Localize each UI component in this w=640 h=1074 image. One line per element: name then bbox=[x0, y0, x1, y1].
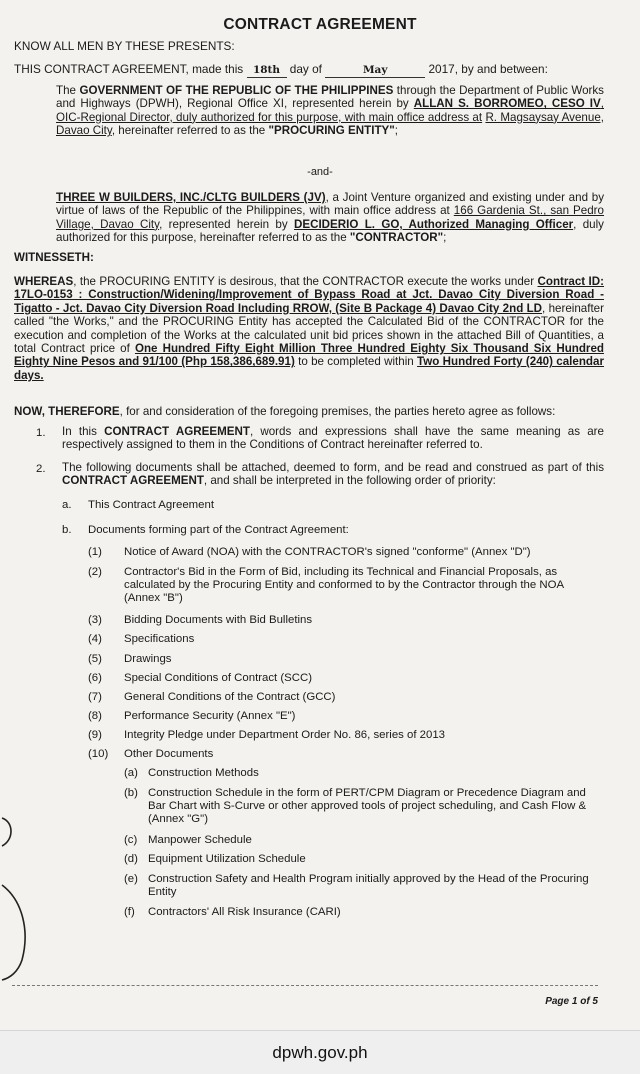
contractor-representative: DECIDERIO L. GO, Authorized Managing Officer bbox=[293, 217, 574, 231]
witnesseth-heading: WITNESSETH: bbox=[14, 251, 94, 264]
month-blank: May bbox=[325, 64, 425, 78]
other-letter: (d) bbox=[124, 853, 138, 865]
item-2-a: The following documents shall be attached, deemed to form, and be read and construed as part of this bbox=[62, 461, 604, 474]
item-1-text bbox=[62, 425, 604, 452]
sub-item: General Conditions of the Contract (GCC) bbox=[124, 691, 336, 703]
other-item: Construction Safety and Health Program initially approved by the Head of the Procuring Entity bbox=[148, 873, 589, 898]
p2-text-b: , represented herein by bbox=[159, 217, 288, 231]
item-2-term: CONTRACT AGREEMENT bbox=[62, 474, 204, 488]
whereas-text-c: to be completed within bbox=[298, 355, 414, 369]
now-therefore-line bbox=[14, 405, 555, 418]
year-text: 2017, by and between: bbox=[428, 62, 548, 76]
item-b-text: Documents forming part of the Contract Agreement: bbox=[88, 524, 349, 536]
sub-item: Bidding Documents with Bid Bulletins bbox=[124, 614, 313, 626]
sub-item: Notice of Award (NOA) with the CONTRACTOR's signed "conforme" (Annex "D") bbox=[124, 546, 531, 558]
sub-number: (9) bbox=[88, 729, 102, 741]
p2-text-c: , duly authorized for this purpose, hereinafter referred to as the bbox=[56, 217, 604, 245]
contractor-term: "CONTRACTOR" bbox=[349, 231, 444, 245]
procuring-entity-term: "PROCURING ENTITY" bbox=[268, 124, 395, 138]
item-1-c: , words and expressions shall have the same meaning as are respectively assigned to them in the Conditions of Contract hereinafter referred to. bbox=[62, 425, 604, 452]
other-letter: (f) bbox=[124, 906, 135, 918]
made-this-prefix: THIS CONTRACT AGREEMENT, made this bbox=[14, 62, 244, 76]
p1-text-e: ; bbox=[394, 124, 398, 138]
whereas-text-a: , the PROCURING ENTITY is desirous, that the CONTRACTOR execute the works under bbox=[73, 275, 535, 288]
sub-item: Other Documents bbox=[124, 748, 214, 760]
item-b-letter: b. bbox=[62, 524, 72, 536]
and-separator: -and- bbox=[307, 166, 333, 178]
sub-number: (4) bbox=[88, 633, 102, 645]
p2-text-d: ; bbox=[443, 231, 447, 245]
sub-item: Contractor's Bid in the Form of Bid, including its Technical and Financial Proposals, as calculated by the Procuring Entity and conformed to by the Contractor through the NOA (Annex "B") bbox=[124, 566, 564, 604]
sub-number: (7) bbox=[88, 691, 102, 703]
sub-number: (6) bbox=[88, 672, 102, 684]
p1-text-c: , OIC-Regional Director, duly authorized for this purpose, with main office address at bbox=[56, 97, 604, 124]
other-letter: (e) bbox=[124, 873, 138, 885]
contract-duration: Two Hundred Forty (240) calendar days. bbox=[14, 355, 604, 382]
p1-text-b: through the Department of Public Works and Highways (DPWH), Regional Office XI, represented herein by bbox=[56, 84, 604, 111]
browser-footer bbox=[0, 1030, 640, 1074]
page-number: Page 1 of 5 bbox=[545, 996, 598, 1007]
item-2-text bbox=[62, 461, 604, 488]
contract-id: Contract ID: 17LO-0153 : Construction/Widening/Improvement of Bypass Road at Jct. Davao City Diversion Road - Tigatto - Jct. Davao City Diversion Road Including RROW, (Site B Package 4) Davao City 2nd LD bbox=[14, 275, 604, 315]
now-therefore-label: NOW, THEREFORE bbox=[14, 405, 120, 418]
whereas-text-b: , hereinafter called "the Works," and the PROCURING Entity has accepted the Calculated Bid of the CONTRACTOR for the execution and completion of the Works at the calculated unit bid prices shown in the attached Bill of Quantities, a total Contract price of bbox=[14, 301, 604, 356]
government-name: GOVERNMENT OF THE REPUBLIC OF THE PHILIPPINES bbox=[79, 84, 394, 97]
item-2-c: , and shall be interpreted in the following order of priority: bbox=[203, 474, 496, 488]
p1-text-d: , hereinafter referred to as the bbox=[111, 124, 266, 138]
other-letter: (c) bbox=[124, 834, 138, 846]
whereas-label: WHEREAS bbox=[14, 275, 74, 288]
sub-number: (5) bbox=[88, 653, 102, 665]
item-1-a: In this bbox=[62, 425, 97, 438]
item-a-text: This Contract Agreement bbox=[88, 499, 214, 511]
contractor-name: THREE W BUILDERS, INC./CLTG BUILDERS (JV) bbox=[56, 191, 326, 204]
sub-item: Performance Security (Annex "E") bbox=[124, 710, 296, 722]
site-domain[interactable]: dpwh.gov.ph bbox=[272, 1043, 368, 1062]
contractor-paragraph bbox=[56, 191, 604, 245]
document-title: CONTRACT AGREEMENT bbox=[223, 16, 417, 33]
whereas-paragraph bbox=[14, 275, 604, 382]
page-divider bbox=[12, 985, 598, 986]
know-all-line: KNOW ALL MEN BY THESE PRESENTS: bbox=[14, 39, 235, 53]
now-therefore-text: , for and consideration of the foregoing premises, the parties hereto agree as follows: bbox=[119, 405, 556, 418]
other-item: Construction Methods bbox=[148, 767, 259, 779]
other-item: Manpower Schedule bbox=[148, 834, 252, 846]
contractor-address: 166 Gardenia St., san Pedro Village, Davao City bbox=[56, 204, 604, 231]
other-item: Contractors' All Risk Insurance (CARI) bbox=[148, 906, 341, 918]
p2-text-a: , a Joint Venture organized and existing under and by virtue of laws of the Republic of the Philippines, with main office address at bbox=[56, 191, 604, 218]
item-1-term: CONTRACT AGREEMENT bbox=[104, 425, 250, 438]
government-representative: ALLAN S. BORROMEO, CESO IV bbox=[413, 97, 601, 111]
item-1-number: 1. bbox=[36, 427, 46, 439]
item-2-number: 2. bbox=[36, 463, 46, 475]
item-a-letter: a. bbox=[62, 499, 72, 511]
sub-item: Drawings bbox=[124, 653, 172, 665]
day-blank: 18th bbox=[247, 64, 287, 78]
other-item: Equipment Utilization Schedule bbox=[148, 853, 306, 865]
sub-number: (3) bbox=[88, 614, 102, 626]
margin-scribble-icon bbox=[0, 790, 40, 990]
contract-price: One Hundred Fifty Eight Million Three Hundred Eighty Six Thousand Six Hundred Eighty Nine Pesos and 91/100 (Php 158,386,689.91) bbox=[14, 342, 604, 369]
government-address: R. Magsaysay Avenue, Davao City bbox=[56, 110, 604, 138]
sub-item: Special Conditions of Contract (SCC) bbox=[124, 672, 313, 684]
sub-number: (8) bbox=[88, 710, 102, 722]
day-of-text: day of bbox=[289, 62, 322, 76]
other-letter: (b) bbox=[124, 787, 138, 799]
sub-number: (2) bbox=[88, 566, 102, 578]
sub-number: (10) bbox=[88, 748, 109, 760]
p1-text-a: The bbox=[56, 84, 76, 97]
made-this-line bbox=[14, 63, 548, 78]
sub-number: (1) bbox=[88, 546, 102, 558]
government-paragraph bbox=[56, 84, 604, 138]
other-item: Construction Schedule in the form of PERT/CPM Diagram or Precedence Diagram and Bar Chart with S-Curve or other approved tools of project scheduling, and Cash Flow & (Annex "G") bbox=[148, 787, 587, 825]
sub-item: Integrity Pledge under Department Order No. 86, series of 2013 bbox=[124, 729, 446, 741]
other-letter: (a) bbox=[124, 767, 138, 779]
sub-item: Specifications bbox=[124, 633, 195, 645]
